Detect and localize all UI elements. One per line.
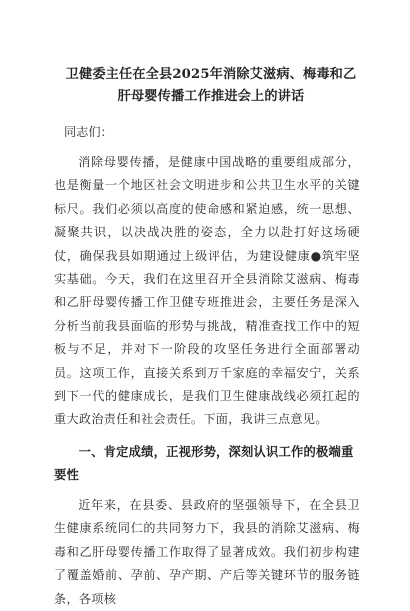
section-paragraph: 近年来，在县委、县政府的坚强领导下，在全县卫生健康系统同仁的共同努力下，我县的消除艾滋病、梅毒和乙肝母婴传播工作取得了显著成效。我们初步构建了覆盖婚前、孕前、孕产期、产后等关键环节的服务链条，各项核 bbox=[54, 497, 360, 606]
body-paragraph: 消除母婴传播，是健康中国战略的重要组成部分，也是衡量一个地区社会文明进步和公共卫生水平的关键标尺。我们必须以高度的使命感和紧迫感，统一思想、凝聚共识，以决战决胜的姿态，全力以赴打好这场硬仗，确保我县如期通过上级评估，为建设健康●筑牢坚实基础。今天，我们在这里召开全县消除艾滋病、梅毒和乙肝母婴传播工作卫健专班推进会，主要任务是深入分析当前我县面临的形势与挑战，精准查找工作中的短板与不足，并对下一阶段的攻坚任务进行全面部署动员。这项工作，直接关系到万千家庭的幸福安宁，关系到下一代的健康成长，是我们卫生健康战线必须扛起的重大政治责任和社会责任。下面，我讲三点意见。 bbox=[54, 155, 360, 427]
document-title: 卫健委主任在全县2025年消除艾滋病、梅毒和乙肝母婴传播工作推进会上的讲话 bbox=[65, 67, 357, 104]
section-heading: 一、肯定成绩，正视形势，深刻认识工作的极端重要性 bbox=[54, 443, 354, 482]
salutation: 同志们： bbox=[64, 125, 113, 139]
